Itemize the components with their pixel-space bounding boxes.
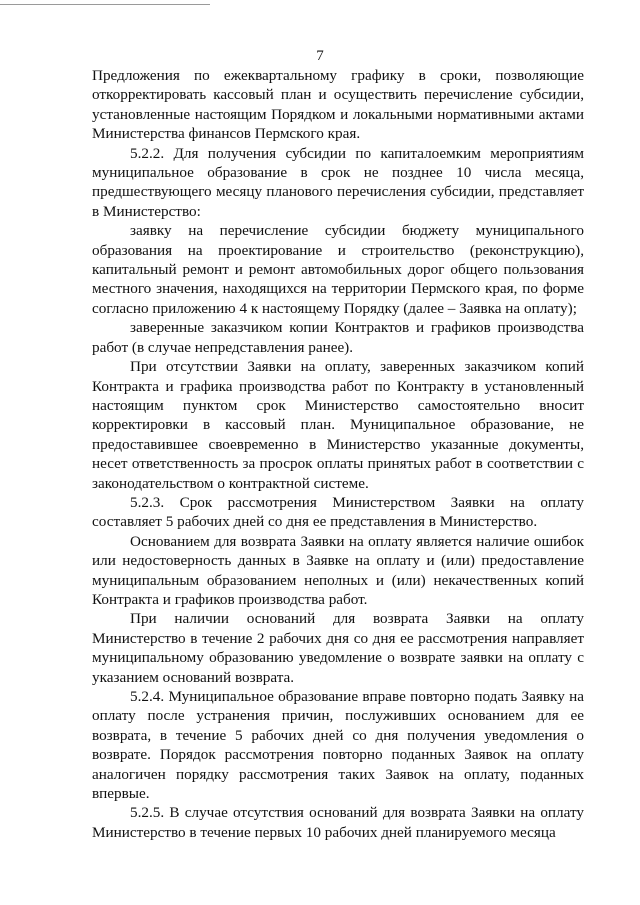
paragraph: 5.2.5. В случае отсутствия оснований для возврата Заявки на оплату Министерство в течение первых 10 рабочих дней планируемого месяца: [92, 804, 584, 841]
paragraph: заявку на перечисление субсидии бюджету муниципального образования на проектирование и строительство (реконструкцию), капитальный ремонт и ремонт автомобильных дорог общего пользования местного значения, находящихся на территории Пермского края, по форме согласно приложению 4 к настоящему Порядку (далее – Заявка на оплату);: [92, 222, 584, 317]
paragraph: Основанием для возврата Заявки на оплату является наличие ошибок или недостоверность данных в Заявке на оплату и (или) предоставление муниципальным образованием неполных и (или) некачественных копий Контракта и графиков производства работ.: [92, 532, 584, 608]
paragraph: При отсутствии Заявки на оплату, заверенных заказчиком копий Контракта и графика производства работ по Контракту в установленный настоящим пунктом срок Министерство самостоятельно вносит корректировки в кассовый план. Муниципальное образование, не предоставившее своевременно в Министерство указанные документы, несет ответственность за просрок оплаты принятых работ в соответствии с законодательством о контрактной системе.: [92, 358, 584, 492]
paragraph: заверенные заказчиком копии Контрактов и графиков производства работ (в случае непредставления ранее).: [92, 319, 584, 356]
paragraph: 5.2.4. Муниципальное образование вправе повторно подать Заявку на оплату после устранения причин, послуживших основанием для ее возврата, в течение 5 рабочих дней со дня получения уведомления о возврате. Порядок рассмотрения повторно поданных Заявок на оплату аналогичен порядку рассмотрения таких Заявок на оплату, поданных впервые.: [92, 688, 584, 803]
page-number: 7: [316, 48, 324, 64]
top-edge-line: [0, 4, 210, 5]
document-body: [92, 66, 584, 842]
paragraph: 5.2.2. Для получения субсидии по капиталоемким мероприятиям муниципальное образование в срок не позднее 10 числа месяца, предшествующего месяцу планового перечисления субсидии, представляет в Министерство:: [92, 144, 584, 220]
paragraph: 5.2.3. Срок рассмотрения Министерством Заявки на оплату составляет 5 рабочих дней со дня ее представления в Министерство.: [92, 493, 584, 531]
paragraph: При наличии оснований для возврата Заявки на оплату Министерство в течение 2 рабочих дня со дня ее рассмотрения направляет муниципальному образованию уведомление о возврате заявки на оплату с указанием оснований возврата.: [92, 610, 584, 686]
paragraph: Предложения по ежеквартальному графику в сроки, позволяющие откорректировать кассовый план и осуществить перечисление субсидии, установленные настоящим Порядком и локальными нормативными актами Министерства финансов Пермского края.: [92, 67, 584, 143]
